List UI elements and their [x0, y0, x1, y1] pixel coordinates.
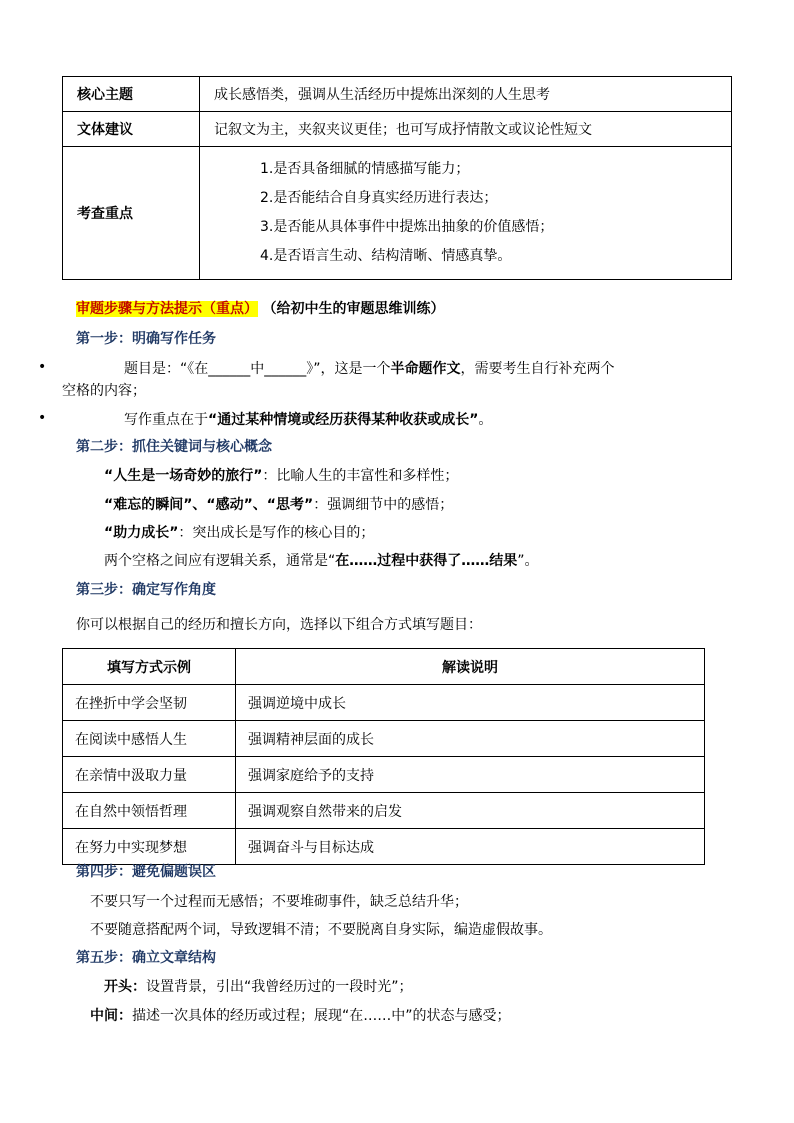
- row-key: 核心主题: [63, 77, 200, 112]
- text: 。: [478, 412, 493, 428]
- fill-method-table: [62, 648, 705, 865]
- table-row: [63, 77, 732, 112]
- table-row: [63, 757, 705, 793]
- row-value: 记叙文为主，夹叙夹议更佳；也可写成抒情散文或议论性短文: [200, 112, 732, 147]
- column-header: 填写方式示例: [63, 649, 236, 685]
- bold-text: “通过某种情境或经历获得某种收获或成长”: [208, 412, 479, 428]
- text: 写作重点在于: [124, 412, 208, 428]
- step5-line: [104, 976, 413, 996]
- text: 题目是：“《在: [124, 361, 209, 377]
- text: 中: [250, 361, 265, 377]
- list-item: 3.是否能从具体事件中提炼出抽象的价值感悟；: [260, 219, 554, 235]
- step4-title: 第四步：避免偏题误区: [76, 864, 216, 880]
- text: 描述一次具体的经历或过程；展现“在……中”的状态与感受；: [132, 1008, 511, 1024]
- section-heading: [76, 298, 444, 318]
- table-cell: 在挫折中学会坚韧: [63, 685, 236, 721]
- table-row: [63, 147, 732, 280]
- table-row: [63, 793, 705, 829]
- list-item: 2.是否能结合自身真实经历进行表达；: [260, 190, 498, 206]
- step1-title: 第一步：明确写作任务: [76, 331, 216, 347]
- step2-line: [104, 494, 453, 514]
- table-row: [63, 829, 705, 865]
- text: ：强调细节中的感悟；: [313, 497, 454, 513]
- table-cell: 在自然中领悟哲理: [63, 793, 236, 829]
- table-header-row: [63, 649, 705, 685]
- bold-text: 半命题作文: [390, 361, 461, 377]
- table-cell: 强调逆境中成长: [236, 685, 705, 721]
- step2-line: [104, 550, 539, 570]
- blank: ______: [264, 361, 307, 377]
- section-heading-highlight: 审题步骤与方法提示（重点）: [76, 301, 258, 317]
- topic-info-table: [62, 76, 732, 280]
- text: 设置背景，引出“我曾经历过的一段时光”；: [146, 979, 413, 995]
- table-row: [63, 112, 732, 147]
- bold-text: 在……过程中获得了……结果: [335, 553, 518, 569]
- step3-title: 第三步：确定写作角度: [76, 582, 216, 598]
- column-header: 解读说明: [236, 649, 705, 685]
- step1-bullet1: [124, 358, 615, 378]
- table-cell: 强调精神层面的成长: [236, 721, 705, 757]
- step1-bullet2: [124, 409, 492, 429]
- step1-bullet1-line2: 空格的内容；: [62, 383, 146, 399]
- text: ：突出成长是写作的核心目的；: [178, 525, 375, 541]
- step2-line: [104, 465, 458, 485]
- row-value: [200, 147, 732, 280]
- blank: ______: [208, 361, 251, 377]
- row-key: 文体建议: [63, 112, 200, 147]
- table-cell: 在阅读中感悟人生: [63, 721, 236, 757]
- step5-title: 第五步：确立文章结构: [76, 950, 216, 966]
- step4-line: 不要只写一个过程而无感悟；不要堆砌事件，缺乏总结升华；: [90, 894, 468, 910]
- table-row: [63, 721, 705, 757]
- text: 》”，这是一个: [306, 361, 391, 377]
- step4-line: 不要随意搭配两个词，导致逻辑不清；不要脱离自身实际，编造虚假故事。: [90, 922, 552, 938]
- text: ：比喻人生的丰富性和多样性；: [262, 468, 459, 484]
- bullet-icon: •: [38, 410, 47, 426]
- step2-line: [104, 522, 374, 542]
- table-cell: 强调奋斗与目标达成: [236, 829, 705, 865]
- bold-text: 中间：: [90, 1008, 132, 1024]
- bullet-icon: •: [38, 359, 47, 375]
- row-key: 考查重点: [63, 147, 200, 280]
- bold-text: “难忘的瞬间”、“感动”、“思考”: [104, 497, 314, 513]
- text: ，需要考生自行补充两个: [460, 361, 615, 377]
- table-cell: 在亲情中汲取力量: [63, 757, 236, 793]
- step2-title: 第二步：抓住关键词与核心概念: [76, 439, 272, 455]
- step5-line: [90, 1005, 511, 1025]
- table-cell: 强调家庭给予的支持: [236, 757, 705, 793]
- row-value: 成长感悟类，强调从生活经历中提炼出深刻的人生思考: [200, 77, 732, 112]
- bold-text: “助力成长”: [104, 525, 179, 541]
- text: ”。: [517, 553, 539, 569]
- list-item: 1.是否具备细腻的情感描写能力；: [260, 161, 470, 177]
- list-item: 4.是否语言生动、结构清晰、情感真挚。: [260, 248, 512, 264]
- text: 两个空格之间应有逻辑关系，通常是“: [104, 553, 336, 569]
- focus-list: [214, 155, 730, 271]
- bold-text: “人生是一场奇妙的旅行”: [104, 468, 263, 484]
- table-row: [63, 685, 705, 721]
- table-cell: 强调观察自然带来的启发: [236, 793, 705, 829]
- bold-text: 开头：: [104, 979, 146, 995]
- section-heading-note: （给初中生的审题思维训练）: [262, 301, 445, 317]
- table-cell: 在努力中实现梦想: [63, 829, 236, 865]
- step3-intro: 你可以根据自己的经历和擅长方向，选择以下组合方式填写题目：: [76, 617, 482, 633]
